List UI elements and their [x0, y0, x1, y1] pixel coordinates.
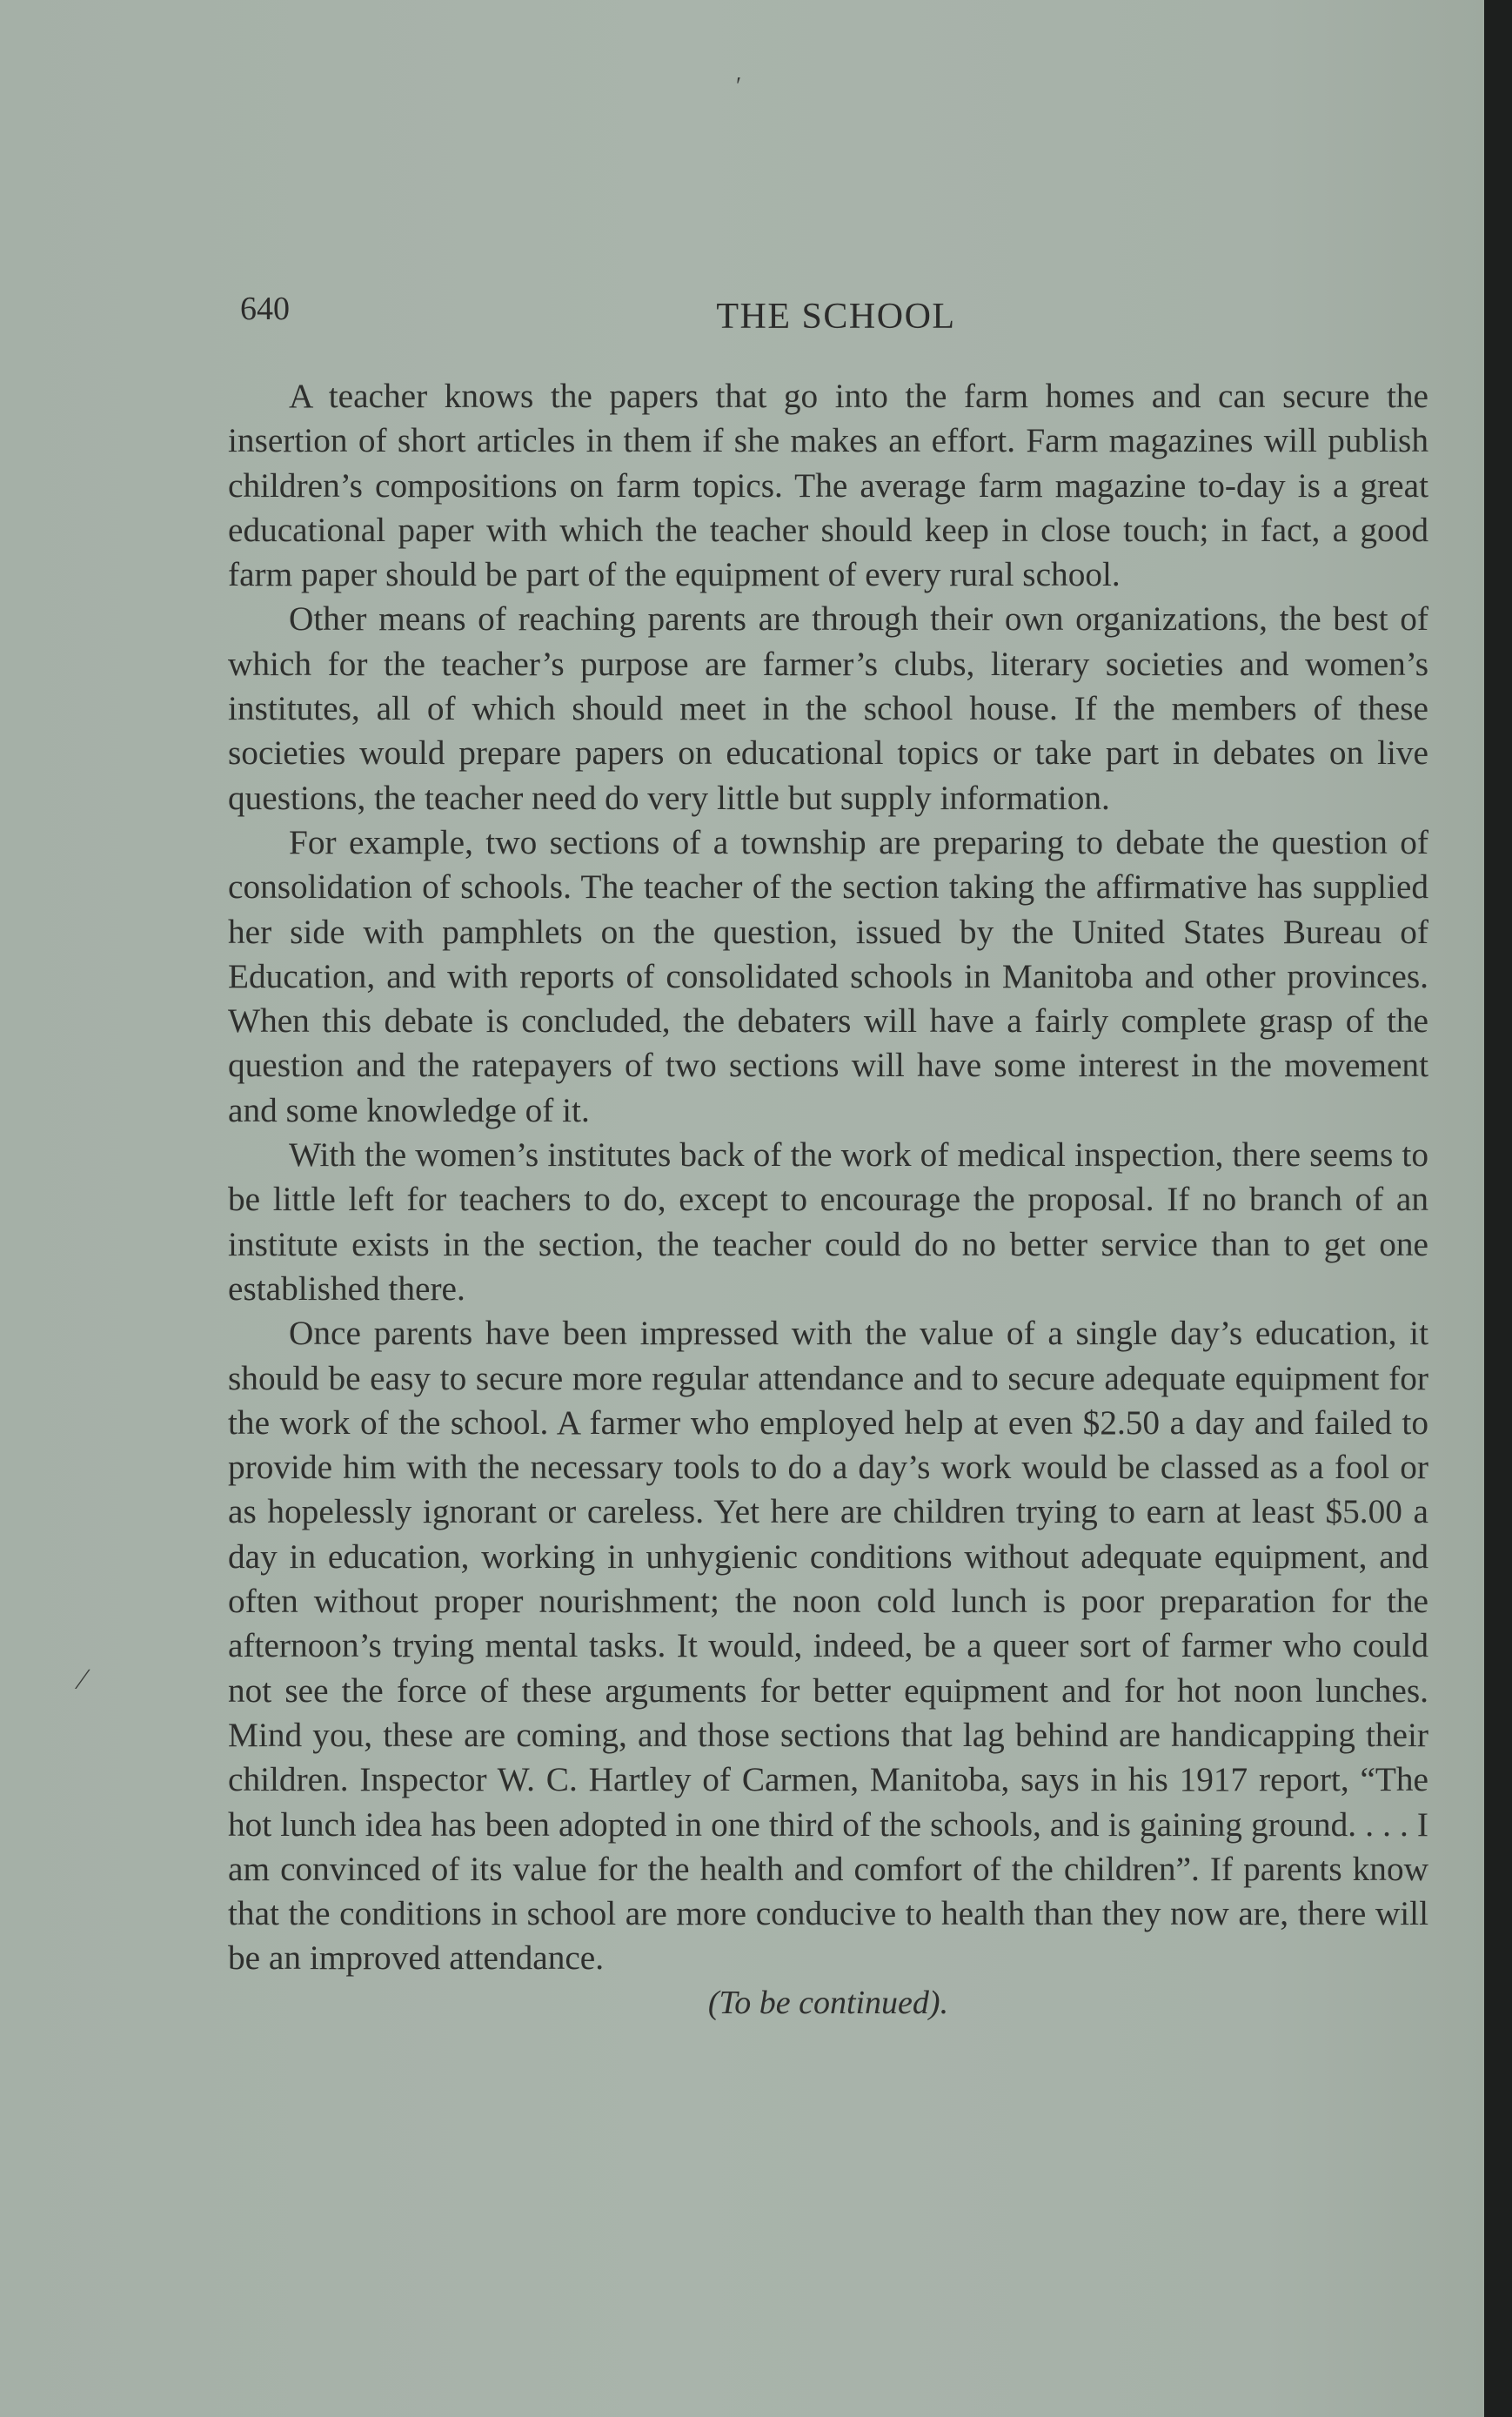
running-head	[240, 283, 1432, 344]
stray-mark-top: ′	[736, 73, 742, 100]
page-number: 640	[240, 291, 290, 327]
article-body	[228, 374, 1428, 2025]
paragraph-debate-example: For example, two sections of a township are preparing to debate the question of consolidation of schools. The teacher of the section taking the affirmative has supplied her side with pamphlets on the question, issued by the United States Bureau of Education, and with reports of consolidated schools in Manitoba and other provinces. When this debate is concluded, the debaters will have a fairly complete grasp of the question and the ratepayers of two sections will have some interest in the movement and some knowledge of it.	[228, 822, 1428, 1129]
paragraph-farm-papers: A teacher knows the papers that go into the farm homes and can secure the insertion of short articles in them if she makes an effort. Farm magazines will publish children’s compositions on farm topics. The average farm magazine to-day is a great educational paper with which the teacher should keep in close touch; in fact, a good farm paper should be part of the equipment of every rural school.	[228, 377, 1428, 594]
paragraph-organizations: Other means of reaching parents are through their own organizations, the best of which for the teacher’s purpose are farmer’s clubs, literary societies and women’s institutes, all of which should meet in the school house. If the members of these societies would prepare papers on educational topics or take part in debates on live questions, the teacher need do very little but supply information.	[228, 599, 1428, 817]
paragraph-womens-institutes: With the women’s institutes back of the work of medical inspection, there seems to be little left for teachers to do, except to encourage the proposal. If no branch of an institute exists in the section, the teacher could do no better service than to get one established there.	[228, 1135, 1428, 1308]
paragraph-attendance-equipment: Once parents have been impressed with the value of a single day’s education, it should be easy to secure more regular attendance and to secure adequate equipment for the work of the school. A farmer who employed help at even $2.50 a day and failed to provide him with the necessary tools to do a day’s work would be classed as a fool or as hopelessly ignorant or careless. Yet here are children trying to earn at least $5.00 a day in education, working in unhygienic conditions without adequate equipment, and often without proper nourishment; the noon cold lunch is poor preparation for the afternoon’s trying mental tasks. It would, indeed, be a queer sort of farmer who could not see the force of these arguments for better equipment and for hot noon lunches. Mind you, these are coming, and those sections that lag behind are handicapping their children. Inspector W. C. Hartley of Carmen, Manitoba, says in his 1917 report, “The hot lunch idea has been adopted in one third of the schools, and is gaining ground. . . . I am convinced of its value for the health and comfort of the children”. If parents know that the conditions in school are more conducive to health than they now are, there will be an improved attendance.	[228, 1314, 1428, 1978]
stray-mark-margin: ∕	[80, 1664, 85, 1696]
continued-note: (To be continued).	[707, 1984, 949, 2021]
running-title: THE SCHOOL	[716, 297, 956, 337]
